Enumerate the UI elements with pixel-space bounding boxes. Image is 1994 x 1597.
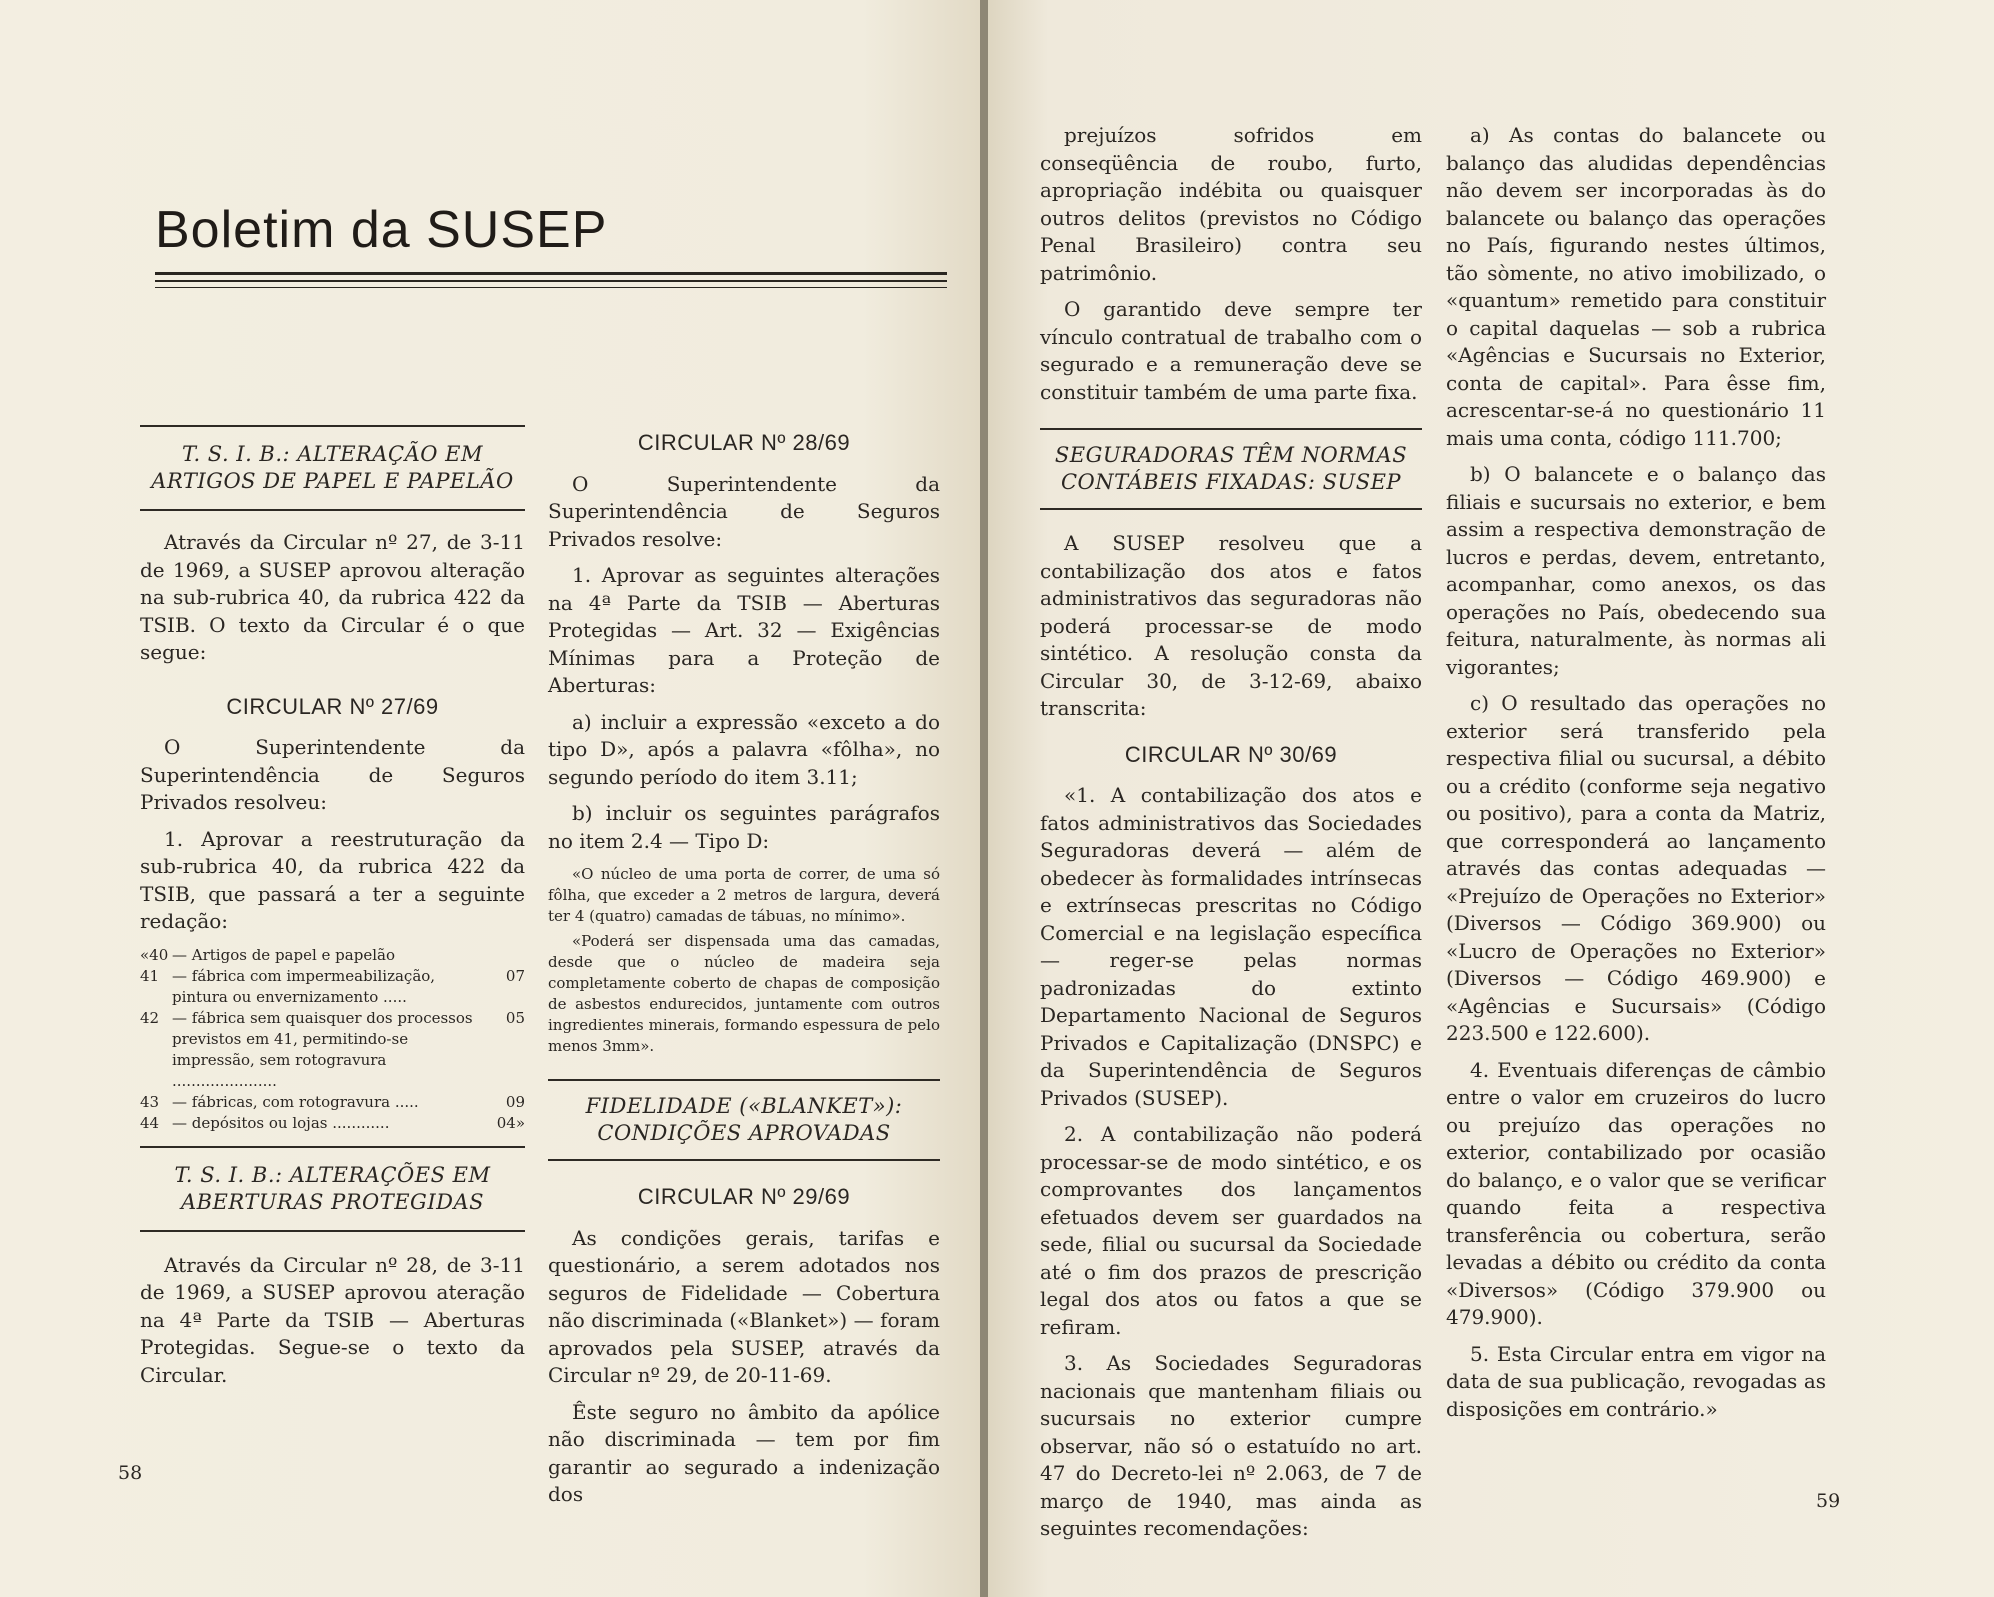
page-title: Boletim da SUSEP	[155, 201, 608, 259]
page-number-left: 58	[118, 1462, 143, 1484]
paragraph: «1. A contabilização dos atos e fatos administrativos das Sociedades Seguradoras deverá — além de obedecer às formalidades intrínsecas e extrínsecas prescritas no Código Comercial e na legislação específica — reger-se pelas normas padronizadas do extinto Departamento Nacional de Seguros Privados e Capitalização (DNSPC) e da Superintendência de Seguros Privados (SUSEP).	[1040, 783, 1422, 1110]
paragraph: A SUSEP resolveu que a contabilização dos atos e fatos administrativos das seguradoras não poderá processar-se de modo sintético. A resolução consta da Circular 30, de 3-12-69, abaixo transcrita:	[1040, 531, 1422, 720]
right-page	[988, 0, 1994, 1597]
section-rule	[140, 509, 525, 511]
quoted-text	[548, 864, 940, 1057]
paragraph: Êste seguro no âmbito da apólice não discriminada — tem por fim garantir ao segurado a indenização dos	[548, 1399, 940, 1506]
paragraph: c) O resultado das operações no exterior será transferido pela respectiva filial ou sucursal, a débito ou a crédito (conforme seja negativo ou positivo), para a conta da Matriz, que corresponderá ao lançamento através das contas adequadas — «Prejuízo de Operações no Exterior» (Diversos — Código 369.900) ou «Lucro de Operações no Exterior» (Diversos — Código 469.900) e «Agências e Sucursais» (Código 223.500 e 122.600).	[1446, 691, 1826, 1045]
title-rule	[155, 272, 947, 275]
right-column-1	[1040, 122, 1422, 1552]
paragraph: a) incluir a expressão «exceto a do tipo D», após a palavra «fôlha», no segundo período do item 3.11;	[548, 709, 940, 789]
section-rule	[1040, 508, 1422, 510]
table-row: 44 — depósitos ou lojas ............ 04»	[140, 1113, 525, 1132]
paragraph: 1. Aprovar a reestruturação da sub-rubrica 40, da rubrica 422 da TSIB, que passará a ter a seguinte redação:	[140, 826, 525, 933]
paragraph: O Superintendente da Superintendência de Seguros Privados resolveu:	[140, 735, 525, 814]
table-row: 43 — fábricas, com rotogravura ..... 09	[140, 1092, 525, 1111]
paragraph: As condições gerais, tarifas e questionário, a serem adotados nos seguros de Fidelidade — Cobertura não discriminada («Blanket») — foram aprovados pela SUSEP, através da Circular nº 29, de 20-11-69.	[548, 1225, 940, 1387]
rate-table	[140, 945, 525, 1134]
paragraph: O garantido deve sempre ter vínculo contratual de trabalho com o segurado e a remuneração deve se constituir também de uma parte fixa.	[1040, 297, 1422, 404]
paragraph: prejuízos sofridos em conseqüência de roubo, furto, apropriação indébita ou quaisquer outros delitos (previstos no Código Penal Brasileiro) contra seu patrimônio.	[1040, 123, 1422, 285]
section-rule	[548, 1079, 940, 1081]
section-heading-aberturas: T. S. I. B.: ALTERAÇÕES EM ABERTURAS PROTEGIDAS	[174, 1162, 491, 1214]
paragraph: 1. Aprovar as seguintes alterações na 4ª Parte da TSIB — Aberturas Protegidas — Art. 32 — Exigências Mínimas para a Proteção de Aberturas:	[548, 563, 940, 697]
table-row: 41 — fábrica com impermeabilização, pintura ou envernizamento ..... 07	[140, 966, 525, 1006]
small-paragraph: «Poderá ser dispensada uma das camadas, desde que o núcleo de madeira seja completamente coberto de chapas de composição de asbestos endurecidos, juntamente com outros ingredientes minerais, formando espessura de pelo menos 3mm».	[548, 932, 940, 1055]
section-rule	[548, 1159, 940, 1161]
paragraph: 3. As Sociedades Seguradoras nacionais que mantenham filiais ou sucursais no exterior cumpre observar, não só o estatuído no art. 47 do Decreto-lei nº 2.063, de 7 de março de 1940, mas ainda as seguintes recomendações:	[1040, 1351, 1422, 1540]
title-rule	[155, 287, 947, 288]
left-page	[0, 0, 980, 1597]
table-row: 42 — fábrica sem quaisquer dos processos previstos em 41, permitindo-se impressão, sem rotogravura ...................... 05	[140, 1008, 525, 1090]
circular-heading-30: CIRCULAR Nº 30/69	[1124, 741, 1338, 767]
paragraph: 5. Esta Circular entra em vigor na data de sua publicação, revogadas as disposições em contrário.»	[1446, 1341, 1826, 1421]
section-rule	[1040, 428, 1422, 430]
section-heading-fidelidade: FIDELIDADE («BLANKET»): CONDIÇÕES APROVADAS	[585, 1094, 903, 1145]
section-rule	[140, 1146, 525, 1148]
circular-heading-27: CIRCULAR Nº 27/69	[226, 693, 439, 719]
paragraph: Através da Circular nº 27, de 3-11 de 1969, a SUSEP aprovou alteração na sub-rubrica 40, da rubrica 422 da TSIB. O texto da Circular é o que segue:	[140, 530, 525, 664]
circular-heading-28: CIRCULAR Nº 28/69	[637, 430, 851, 455]
section-rule	[140, 425, 525, 427]
paragraph: a) As contas do balancete ou balanço das aludidas dependências não devem ser incorporadas às do balancete ou balanço das operações no País, figurando nestes últimos, tão sòmente, no ativo imobilizado, o «quantum» remetido para constituir o capital daquelas — sob a rubrica «Agências e Sucursais no Exterior, conta de capital». Para êsse fim, acrescentar-se-á no questionário 11 mais uma conta, código 111.700;	[1446, 123, 1826, 450]
paragraph: b) O balancete e o balanço das filiais e sucursais no exterior, e bem assim a respectiva demonstração de lucros e perdas, devem, entretanto, acompanhar, como anexos, os das operações no País, obedecendo sua feitura, naturalmente, às normas ali vigorantes;	[1446, 462, 1826, 679]
book-gutter	[980, 0, 988, 1597]
left-column-1	[140, 425, 525, 1398]
left-column-2	[548, 425, 940, 1518]
section-rule	[140, 1230, 525, 1232]
title-rule	[155, 280, 947, 282]
circular-heading-29: CIRCULAR Nº 29/69	[637, 1184, 851, 1209]
table-row: «40 — Artigos de papel e papelão	[140, 945, 395, 964]
paragraph: O Superintendente da Superintendência de Seguros Privados resolve:	[548, 471, 940, 551]
section-heading-papel: T. S. I. B.: ALTERAÇÃO EM ARTIGOS DE PAPEL E PAPELÃO	[151, 442, 514, 493]
small-paragraph: «O núcleo de uma porta de correr, de uma só fôlha, que exceder a 2 metros de largura, deverá ter 4 (quatro) camadas de tábuas, no mínimo».	[548, 865, 940, 925]
paragraph: Através da Circular nº 28, de 3-11 de 1969, a SUSEP aprovou ateração na 4ª Parte da TSIB — Aberturas Protegidas. Segue-se o texto da Circular.	[140, 1252, 525, 1387]
section-heading-contabeis: SEGURADORAS TÊM NORMAS CONTÁBEIS FIXADAS: SUSEP	[1054, 443, 1408, 494]
page-number-right: 59	[1816, 1490, 1841, 1512]
right-column-2	[1446, 122, 1826, 1432]
paragraph: 2. A contabilização não poderá processar-se de modo sintético, e os comprovantes dos lançamentos efetuados devem ser guardados na sede, filial ou sucursal da Sociedade até o fim dos prazos de prescrição legal dos atos ou fatos a que se refiram.	[1040, 1122, 1422, 1339]
paragraph: 4. Eventuais diferenças de câmbio entre o valor em cruzeiros do lucro ou prejuízo das operações no exterior, contabilizado por ocasião do balanço, e o valor que se verificar quando feita a respectiva transferência ou cobertura, serão levadas a débito ou crédito da conta «Diversos» (Código 379.900 ou 479.900).	[1446, 1057, 1826, 1329]
paragraph: b) incluir os seguintes parágrafos no item 2.4 — Tipo D:	[548, 801, 940, 853]
